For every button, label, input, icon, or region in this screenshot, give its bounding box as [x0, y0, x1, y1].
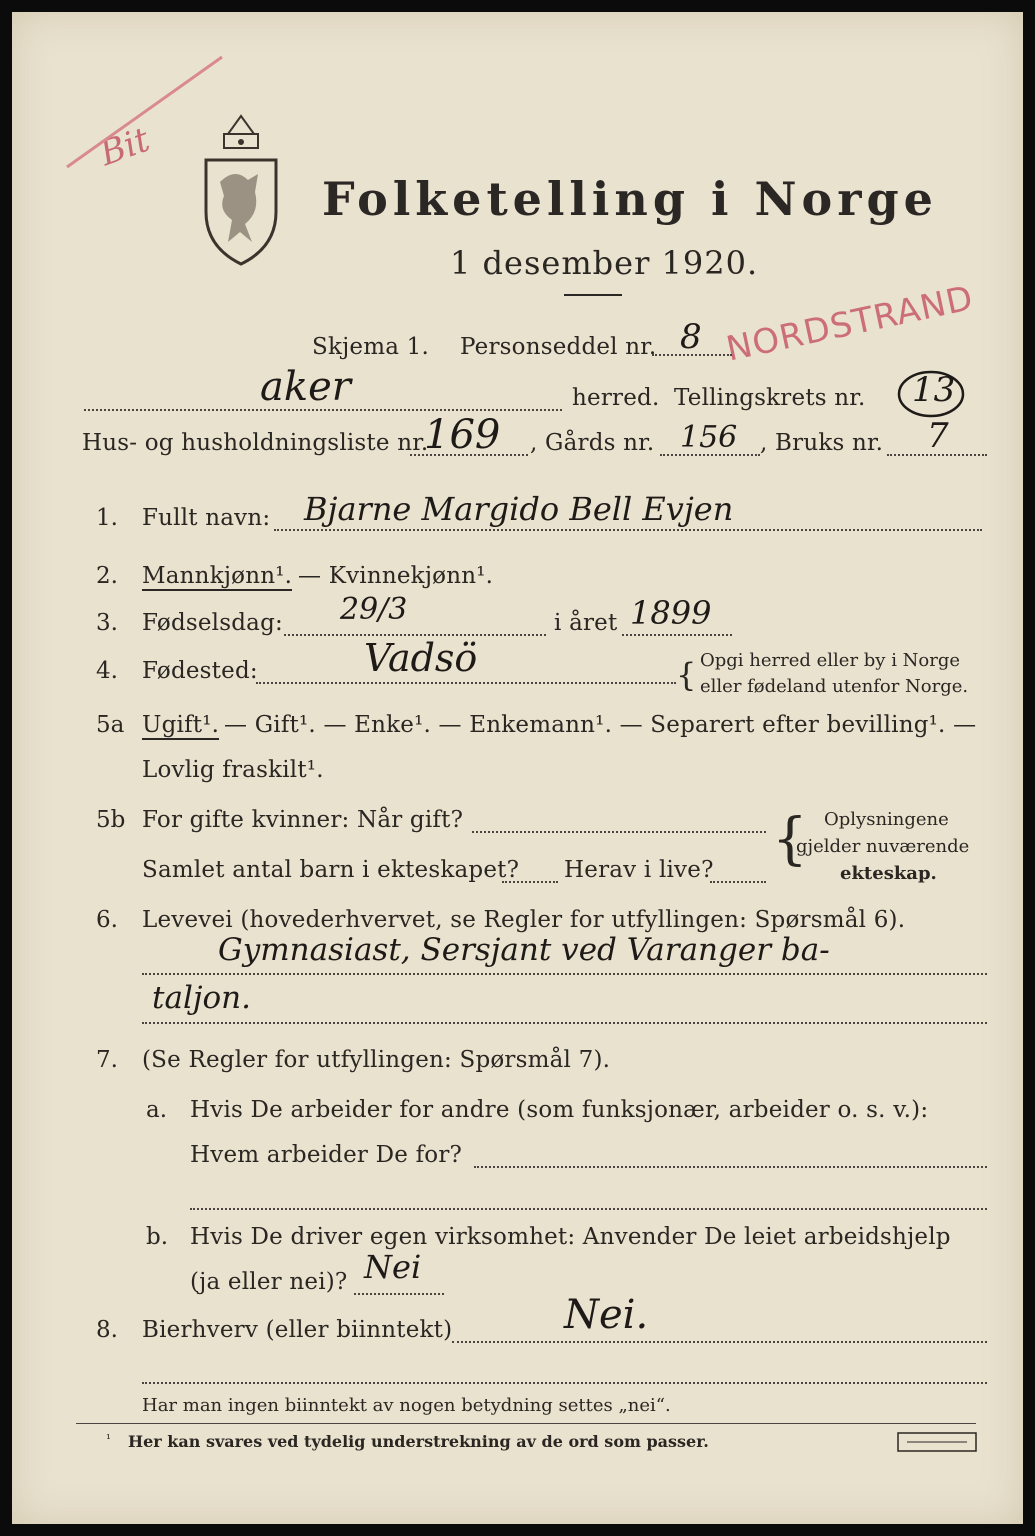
q5b-note-2: gjelder nuværende: [796, 836, 970, 857]
footnote: Her kan svares ved tydelig understrekning av de ord som passer.: [128, 1432, 709, 1451]
q5a-rest: — Gift¹. — Enke¹. — Enkemann¹. — Separert efter bevilling¹. —: [224, 712, 977, 738]
q4-note-1: Opgi herred eller by i Norge: [700, 650, 961, 671]
q5b-note-1: Oplysningene: [824, 809, 949, 830]
q2-number: 2.: [96, 563, 118, 589]
q6-number: 6.: [96, 907, 118, 933]
q2-male: Mannkjønn¹.: [142, 563, 293, 589]
q3-number: 3.: [96, 610, 118, 636]
q7a-letter: a.: [146, 1097, 168, 1123]
tellingskrets-value: 13: [912, 370, 956, 410]
q1-number: 1.: [96, 505, 118, 531]
q4-label: Fødested:: [142, 658, 258, 684]
q6-value-1: Gymnasiast, Sersjant ved Varanger ba-: [218, 932, 830, 968]
footer-divider: [76, 1423, 976, 1424]
district-stamp: NORDSTRAND: [722, 278, 978, 370]
q7-label: (Se Regler for utfyllingen: Spørsmål 7).: [142, 1047, 611, 1073]
skjema-label: Skjema 1.: [312, 334, 430, 360]
q3-year-value: 1899: [630, 594, 712, 632]
printer-mark-icon: [897, 1432, 977, 1452]
q5b-line2-a: Samlet antal barn i ekteskapet?: [142, 857, 520, 883]
q3-label: Fødselsdag:: [142, 610, 283, 636]
q1-value: Bjarne Margido Bell Evjen: [304, 490, 734, 528]
q7a-line2: Hvem arbeider De for?: [190, 1142, 463, 1168]
q5b-note-bracket: {: [772, 807, 808, 872]
personseddel-value: 8: [680, 317, 702, 357]
q4-note-2: eller fødeland utenfor Norge.: [700, 676, 969, 697]
q8-number: 8.: [96, 1317, 118, 1343]
personseddel-label: Personseddel nr.: [460, 334, 657, 360]
census-form-page: [12, 12, 1023, 1524]
q4-note-bracket: {: [676, 656, 697, 694]
tellingskrets-label: Tellingskrets nr.: [674, 385, 866, 411]
q3-value: 29/3: [340, 592, 408, 627]
form-date: 1 desember 1920.: [450, 244, 759, 282]
q5b-number: 5b: [96, 807, 126, 833]
margin-note: Bit: [94, 119, 155, 175]
q5a-line2: Lovlig fraskilt¹.: [142, 757, 324, 783]
q5b-note-3: ekteskap.: [840, 863, 937, 884]
q6-label: Levevei (hovederhvervet, se Regler for utfyllingen: Spørsmål 6).: [142, 907, 906, 933]
q5b-line2-b: Herav i live?: [564, 857, 714, 883]
herred-value: aker: [260, 364, 351, 410]
footnote-mark: ¹: [106, 1432, 111, 1446]
q2-rest: — Kvinnekjønn¹.: [298, 563, 494, 589]
form-title: Folketelling i Norge: [322, 172, 938, 226]
q5b-label: For gifte kvinner: Når gift?: [142, 807, 464, 833]
q4-value: Vadsö: [364, 636, 478, 680]
q8-value: Nei.: [564, 1292, 649, 1338]
q7-number: 7.: [96, 1047, 118, 1073]
q3-year-label: i året: [554, 610, 618, 636]
q6-value-2: taljon.: [152, 980, 251, 1016]
q4-number: 4.: [96, 658, 118, 684]
title-divider: [564, 294, 622, 296]
coat-of-arms-icon: [200, 112, 282, 267]
gards-value: 156: [680, 420, 738, 455]
q8-label: Bierhverv (eller biinntekt): [142, 1317, 453, 1343]
gards-label: , Gårds nr.: [530, 430, 655, 456]
q7b-value: Nei: [364, 1248, 422, 1286]
q7b-line2: (ja eller nei)?: [190, 1269, 348, 1295]
q5a-ugift: Ugift¹.: [142, 712, 220, 738]
q1-label: Fullt navn:: [142, 505, 271, 531]
herred-label: herred.: [572, 385, 660, 411]
q7b-label: Hvis De driver egen virksomhet: Anvender De leiet arbeidshjelp: [190, 1224, 951, 1250]
bruks-label: , Bruks nr.: [760, 430, 884, 456]
q5a-number: 5a: [96, 712, 125, 738]
q7b-letter: b.: [146, 1224, 169, 1250]
footer-note: Har man ingen biinntekt av nogen betydning settes „nei“.: [142, 1395, 671, 1416]
bruks-value: 7: [927, 416, 949, 456]
husliste-value: 169: [424, 412, 501, 458]
q7a-label: Hvis De arbeider for andre (som funksjonær, arbeider o. s. v.):: [190, 1097, 929, 1123]
husliste-label: Hus- og husholdningsliste nr.: [82, 430, 429, 456]
